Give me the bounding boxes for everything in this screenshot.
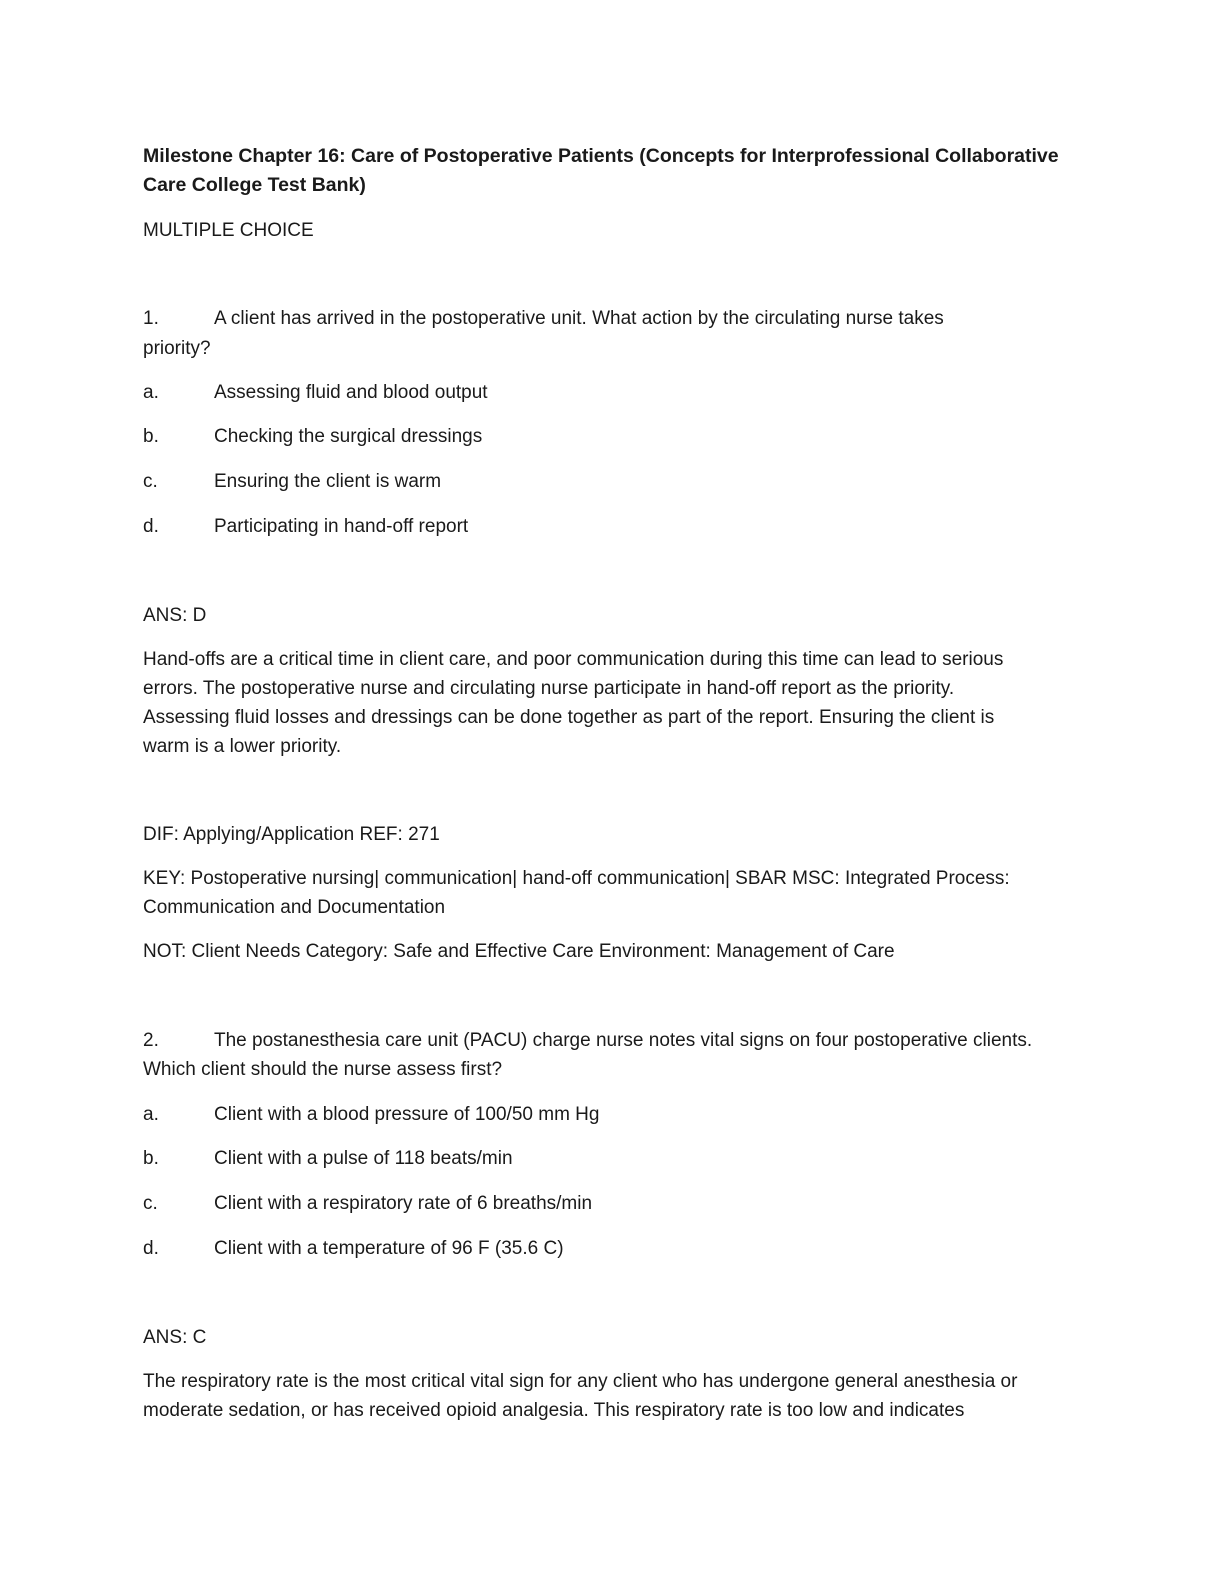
- option-letter-b: b.: [143, 1148, 159, 1169]
- difficulty-reference: DIF: Applying/Application REF: 271: [143, 824, 440, 845]
- option-text-a: Client with a blood pressure of 100/50 mm Hg: [214, 1104, 600, 1125]
- option-letter-d: d.: [143, 1238, 159, 1259]
- rationale-line: warm is a lower priority.: [143, 736, 342, 757]
- rationale-line: The respiratory rate is the most critical vital sign for any client who has undergone general anesthesia or: [143, 1371, 1018, 1392]
- answer-key: ANS: C: [143, 1327, 207, 1348]
- option-letter-a: a.: [143, 1104, 159, 1125]
- keywords-line-2: Communication and Documentation: [143, 897, 446, 918]
- option-letter-d: d.: [143, 516, 159, 537]
- option-letter-a: a.: [143, 382, 159, 403]
- option-letter-c: c.: [143, 1193, 158, 1214]
- question-number: 2.: [143, 1030, 159, 1051]
- option-text-d: Client with a temperature of 96 F (35.6 C): [214, 1238, 564, 1259]
- option-text-d: Participating in hand-off report: [214, 516, 469, 537]
- option-text-b: Checking the surgical dressings: [214, 426, 483, 447]
- option-text-c: Ensuring the client is warm: [214, 471, 442, 492]
- question-stem-line-2: Which client should the nurse assess first?: [143, 1059, 503, 1080]
- answer-key: ANS: D: [143, 605, 207, 626]
- rationale-line: Assessing fluid losses and dressings can be done together as part of the report. Ensuring the client is: [143, 707, 995, 728]
- question-number: 1.: [143, 308, 159, 329]
- rationale-line: moderate sedation, or has received opioid analgesia. This respiratory rate is too low and indicates: [143, 1400, 965, 1421]
- document-title-line-1: Milestone Chapter 16: Care of Postoperative Patients (Concepts for Interprofessional Collaborative: [143, 145, 1059, 167]
- document-title-line-2: Care College Test Bank): [143, 174, 366, 196]
- option-letter-b: b.: [143, 426, 159, 447]
- question-stem-line-1: The postanesthesia care unit (PACU) charge nurse notes vital signs on four postoperative clients.: [214, 1030, 1033, 1051]
- section-heading: MULTIPLE CHOICE: [143, 220, 314, 241]
- rationale-line: errors. The postoperative nurse and circulating nurse participate in hand-off report as the priority.: [143, 678, 955, 699]
- option-text-b: Client with a pulse of 118 beats/min: [214, 1148, 513, 1169]
- question-stem-line-2: priority?: [143, 338, 211, 359]
- question-stem-line-1: A client has arrived in the postoperative unit. What action by the circulating nurse takes: [214, 308, 944, 329]
- rationale-line: Hand-offs are a critical time in client care, and poor communication during this time can lead to serious: [143, 649, 1004, 670]
- option-text-a: Assessing fluid and blood output: [214, 382, 488, 403]
- client-needs-category: NOT: Client Needs Category: Safe and Effective Care Environment: Management of Care: [143, 941, 895, 962]
- option-text-c: Client with a respiratory rate of 6 breaths/min: [214, 1193, 593, 1214]
- keywords-line-1: KEY: Postoperative nursing| communication| hand-off communication| SBAR MSC: Integrated Process:: [143, 868, 1010, 889]
- option-letter-c: c.: [143, 471, 158, 492]
